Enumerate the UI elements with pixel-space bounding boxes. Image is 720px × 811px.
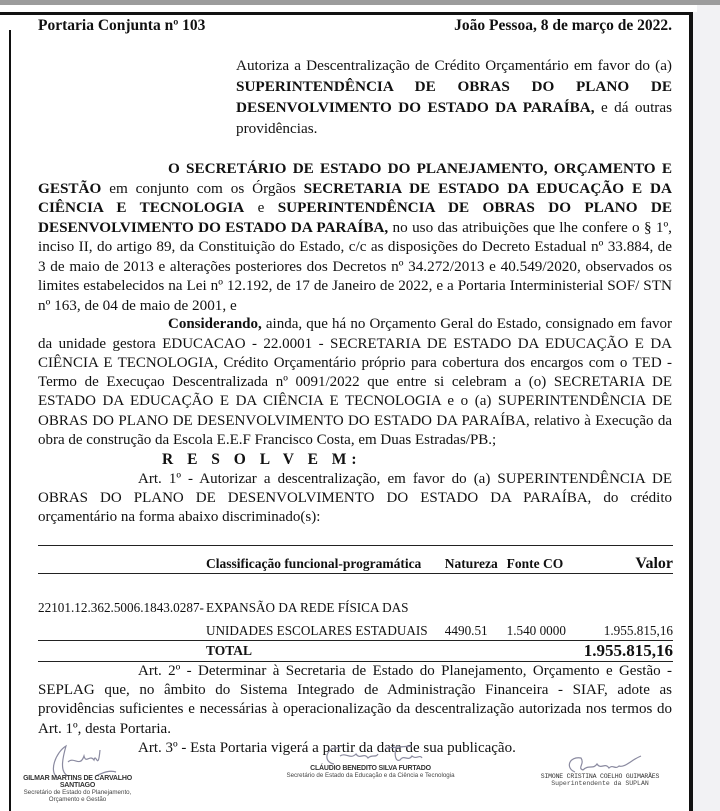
handwritten-signature-icon (316, 744, 426, 766)
row-code: 22101.12.362.5006.1843.0287- (38, 599, 204, 615)
col-natureza: Natureza (444, 555, 498, 571)
document-header (38, 16, 672, 35)
organ-suplan: SUPERINTENDÊNCIA DE OBRAS DO PLANO DE DESENVOLVIMENTO DO ESTADO DA PARAÍBA, (38, 199, 672, 236)
document-body (38, 16, 672, 758)
article-2: Art. 2º - Determinar à Secretaria de Estado do Planejamento, Orçamento e Gestão - SEPLAG que, no âmbito do Sistema Integrado de Administração Financeira - SIAF, adote as providências suficientes e necessárias à operacionalização da descentralização autorizada nos termos do Art. 1º, desta Portaria. (38, 662, 672, 737)
secretary-title: O SECRETÁRIO DE ESTADO DO PLANEJAMENTO, ORÇAMENTO E GESTÃO (38, 160, 672, 197)
preamble-conj: e (244, 199, 278, 217)
preamble-legal-basis: no uso das atribuições que lhe confere o § 1º, inciso II, do artigo 89, da Constituição do Estado, c/c as disposições do Decreto Estadual nº 33.884, de 3 de maio de 2013 e alterações posteriores dos Decretos nº 34.272/2013 e 40.549/2020, observados os limites estabelecidos na Lei nº 12.192, de 17 de Janeiro de 2022, e a Portaria Interministerial SOF/ STN nº 163, de 04 de maio de 2001, e (38, 218, 672, 314)
signer-name: SIMONE CRISTINA COELHO GUIMARÃES (540, 773, 660, 780)
place-date: João Pessoa, 8 de março de 2022. (454, 17, 672, 34)
ementa (236, 55, 672, 139)
handwritten-signature-icon (555, 754, 645, 774)
left-margin-rule (9, 30, 11, 811)
article-3: Art. 3º - Esta Portaria vigerá a partir da data de sua publicação. (138, 739, 516, 756)
row-natureza: 4490.51 (444, 623, 488, 639)
article-1: Art. 1º - Autorizar a descentralização, em favor do (a) SUPERINTENDÊNCIA DE OBRAS DO PLANO DE DESENVOLVIMENTO DO ESTADO DA PARAÍBA, do crédito orçamentário na forma abaixo discriminado(s): (38, 470, 672, 526)
signer-role: Superintendente da SUPLAN (551, 780, 649, 787)
top-margin (0, 5, 697, 12)
table-row (38, 617, 673, 641)
table-header-row (38, 554, 673, 574)
preamble (38, 159, 672, 315)
preamble-text: em conjunto com os Órgãos (101, 179, 304, 197)
signature-block-suplan (530, 754, 670, 787)
col-valor: Valor (635, 554, 673, 572)
total-value: 1.955.815,16 (583, 641, 673, 661)
resolvem-heading: R E S O L V E M: (162, 451, 362, 469)
total-label: TOTAL (206, 641, 445, 661)
considerando-text: ainda, que há no Orçamento Geral do Estado, consignado em favor da unidade gestora EDUCACAO - 22.0001 - SECRETARIA DE ESTADO DA EDUCAÇÃO E DA CIÊNCIA E TECNOLOGIA, Crédito Orçamentário próprio para cobertura dos encargos com o TED - Termo de Execuçao Descentralizada nº 0091/2022 que entre si celebram a (o) SECRETARIA DE ESTADO DA EDUCAÇÃO E DA CIÊNCIA E TECNOLOGIA e o (a) SUPERINTENDÊNCIA DE OBRAS DO PLANO DE DESENVOLVIMENTO DO ESTADO DA PARAÍBA, relativo à Execução da obra de construção da Escola E.E.F Francisco Costa, em Duas Estradas/PB.; (38, 316, 672, 449)
signer-role: Secretário de Estado do Planejamento, Orçamento e Gestão (23, 789, 132, 803)
col-fonte: Fonte CO (506, 555, 564, 571)
table-row (38, 598, 673, 617)
row-desc-1: EXPANSÃO DA REDE FÍSICA DAS (205, 599, 409, 615)
signer-name: CLÁUDIO BENEDITO SILVA FURTADO (310, 765, 431, 772)
organ-education: SECRETARIA DE ESTADO DA EDUCAÇÃO E DA CIÊNCIA E TECNOLOGIA (38, 179, 672, 217)
considerando (38, 315, 672, 450)
signer-name: GILMAR MARTINS DE CARVALHO SANTIAGO (23, 775, 132, 789)
signer-role: Secretário de Estado da Educação e da Ciência e Tecnologia (286, 772, 455, 779)
signature-block-seplag (20, 742, 135, 803)
portaria-number: Portaria Conjunta nº 103 (38, 17, 206, 34)
row-fonte: 1.540 0000 (506, 623, 566, 639)
considerando-label: Considerando, (168, 316, 262, 333)
row-desc-2: UNIDADES ESCOLARES ESTADUAIS (205, 623, 428, 639)
signature-block-see (278, 744, 463, 779)
ementa-text: Autoriza a Descentralização de Crédito Orçamentário em favor do (a) (236, 57, 672, 75)
table-total-row (38, 641, 673, 661)
ementa-text-end: e dá outras providências. (236, 99, 672, 138)
credit-table (38, 545, 673, 662)
row-valor: 1.955.815,16 (603, 623, 673, 639)
col-classificacao: Classificação funcional-programática (205, 555, 422, 571)
ementa-beneficiary: SUPERINTENDÊNCIA DE OBRAS DO PLANO DE DESENVOLVIMENTO DO ESTADO DA PARAÍBA, (236, 78, 672, 117)
